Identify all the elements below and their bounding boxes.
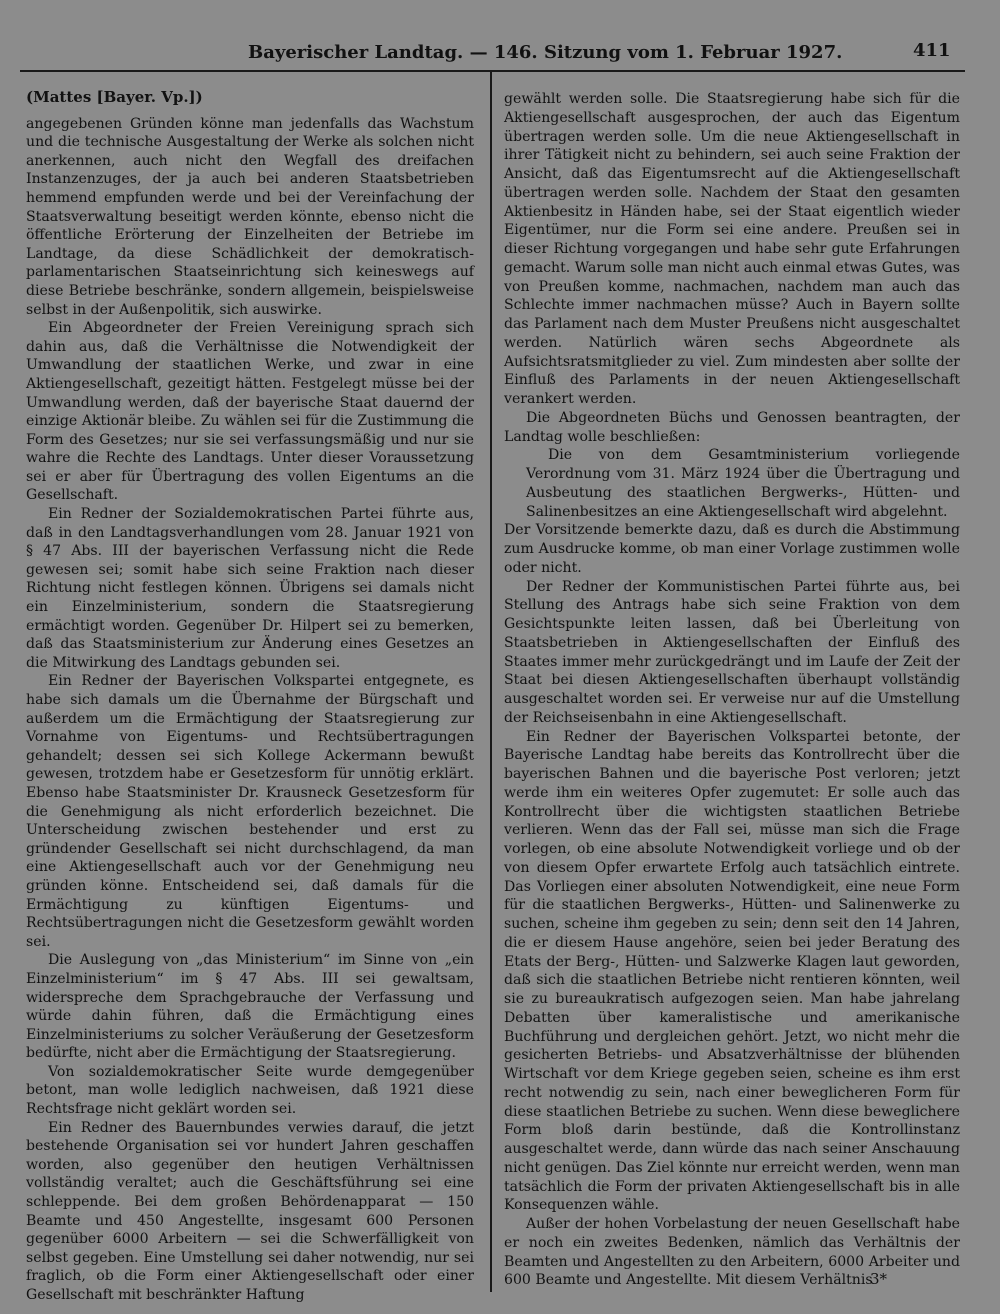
left-column [26,88,474,1305]
paragraph: Der Redner der Kommunistischen Partei führte aus, bei Stellung des Antrags habe sich seine Fraktion von dem Gesichtspunkte leiten lassen, daß bei Überleitung von Staatsbetrieben in Aktiengesellschaften der Einfluß des Staates immer mehr zurückgedrängt und im Laufe der Zeit der Staat bei diesen Aktiengesellschaften überhaupt vollständig ausgeschaltet worden sei. Er verweise nur auf die Umstellung der Reichseisenbahn in eine Aktiengesellschaft. [504,578,960,726]
signature-mark: 3* [870,1270,888,1288]
paragraph: Ein Redner der Bayerischen Volkspartei entgegnete, es habe sich damals um die Übernahme der Bürgschaft und außerdem um die Ermächtigung der Staatsregierung zur Vornahme von Eigentums- und Rechtsübertragungen gehandelt; dessen sei sich Kollege Ackermann bewußt gewesen, trotzdem habe er Gesetzesform für unnötig erklärt. Ebenso habe Staatsminister Dr. Krausneck Gesetzesform für die Genehmigung als nicht erforderlich bezeichnet. Die Unterscheidung zwischen bestehender und erst zu gründender Gesellschaft sei nicht durchschlagend, da man eine Aktiengesellschaft auch vor der Genehmigung neu gründen könne. Entscheidend sei, daß damals für die Ermächtigung zu künftigen Eigentums- und Rechtsübertragungen nicht die Gesetzesform gewählt worden sei. [26,673,474,950]
motion-text: Die von dem Gesamtministerium vorliegende Verordnung vom 31. März 1924 über die Übertragung und Ausbeutung des staatlichen Bergwerks-, Hütten- und Salinenbesitzes an eine Aktiengesellschaft wird abgelehnt. [526,447,960,520]
paragraph: Ein Redner des Bauernbundes verwies darauf, die jetzt bestehende Organisation sei vor hundert Jahren geschaffen worden, also gegenüber den heutigen Verhältnissen vollständig veraltet; auch die Geschäftsführung sei eine schleppende. Bei dem großen Behördenapparat — 150 Beamte und 450 Angestellte, insgesamt 600 Personen gegenüber 6000 Arbeitern — sei die Schwerfälligkeit von selbst gegeben. Eine Umstellung sei daher notwendig, nur sei fraglich, ob die Form einer Aktiengesellschaft oder einer Gesellschaft mit beschränkter Haftung [26,1119,474,1303]
header-rule [20,70,965,72]
paragraph: Die Abgeordneten Büchs und Genossen beantragten, der Landtag wolle beschließen: [504,409,960,445]
page-number: 411 [913,40,951,61]
paragraph: Ein Abgeordneter der Freien Vereinigung sprach sich dahin aus, daß die Verhältnisse die Notwendigkeit der Umwandlung der staatlichen Werke, und zwar in eine Aktiengesellschaft, gezeitigt hätten. Festgelegt müsse bei der Umwandlung werden, daß der bayerische Staat dauernd der einzige Aktionär bleibe. Zu wählen sei für die Zustimmung die Form des Gesetzes; nur sie sei verfassungsmäßig und nur sie wahre die Rechte des Landtags. Unter dieser Voraussetzung sei er aber für Übertragung des vollen Eigentums an die Gesellschaft. [26,320,474,504]
column-divider [490,72,492,1292]
paragraph: Ein Redner der Bayerischen Volkspartei betonte, der Bayerische Landtag habe bereits das Kontrollrecht über die bayerischen Bahnen und die bayerische Post verloren; jetzt werde ihm ein weiteres Opfer zugemutet: Er solle auch das Kontrollrecht über die wichtigsten staatlichen Betriebe verlieren. Wenn das der Fall sei, müsse man sich die Frage vorlegen, ob eine absolute Notwendigkeit vorliege und ob der von diesem Opfer erwartete Erfolg auch tatsächlich eintrete. Das Vorliegen einer absoluten Notwendigkeit, eine neue Form für die staatlichen Bergwerks-, Hütten- und Salinenwerke zu suchen, scheine ihm gegeben zu sein; denn seit den 14 Jahren, die er diesem Hause angehöre, seien bei jeder Beratung des Etats der Berg-, Hütten- und Salzwerke Klagen laut geworden, daß sich die staatlichen Betriebe nicht rentieren könnten, weil sie zu bureaukratisch aufgezogen seien. Man habe jahrelang Debatten über kameralistische und amerikanische Buchführung und dergleichen gehört. Jetzt, wo nicht mehr die gesicherten Betriebs- und Absatzverhältnisse der blühenden Wirtschaft vor dem Kriege gegeben seien, scheine es ihm erst recht notwendig zu sein, nach einer beweglicheren Form für diese staatlichen Betriebe zu suchen. Wenn diese beweglichere Form bloß darin bestünde, daß die Kontrollinstanz ausgeschaltet werde, dann würde das nach seiner Anschauung nicht genügen. Das Ziel könnte nur erreicht werden, wenn man tatsächlich die Form der privaten Aktiengesellschaft bis in alle Konsequenzen wähle. [504,728,960,1214]
speaker-label: (Mattes [Bayer. Vp.]) [26,88,203,106]
running-title: Bayerischer Landtag. — 146. Sitzung vom 1. Februar 1927. [248,42,843,63]
right-column [504,90,960,1290]
paragraph: Ein Redner der Sozialdemokratischen Partei führte aus, daß in den Landtagsverhandlungen vom 28. Januar 1921 von § 47 Abs. III der bayerischen Verfassung nicht die Rede gewesen sei; somit habe sich seine Fraktion nach dieser Richtung nicht festlegen können. Übrigens sei damals nicht ein Einzelministerium, sondern die Staatsregierung ermächtigt worden. Gegenüber Dr. Hilpert sei zu bemerken, daß das Staatsministerium zur Änderung eines Gesetzes an die Mitwirkung des Landtags gebunden sei. [26,506,474,671]
paragraph: Der Vorsitzende bemerkte dazu, daß es durch die Abstimmung zum Ausdrucke komme, ob man einer Vorlage zustimmen wolle oder nicht. [504,522,960,576]
page-header [0,38,1000,68]
paragraph: gewählt werden solle. Die Staatsregierung habe sich für die Aktiengesellschaft ausgesprochen, der auch das Eigentum übertragen werden solle. Um die neue Aktiengesellschaft in ihrer Tätigkeit nicht zu behindern, sei auch seine Fraktion der Ansicht, daß das Eigentumsrecht auf die Aktiengesellschaft übertragen werden solle. Nachdem der Staat den gesamten Aktienbesitz in Händen habe, sei der Staat eigentlich wieder Eigentümer, nur die Form sei eine andere. Preußen sei in dieser Richtung vorgegangen und habe sehr gute Erfahrungen gemacht. Warum solle man nicht auch einmal etwas Gutes, was von Preußen komme, nachmachen, nachdem man auch das Schlechte immer nachmachen müsse? Auch in Bayern sollte das Parlament nach dem Muster Preußens nicht ausgeschaltet werden. Natürlich wären sechs Abgeordnete als Aufsichtsratsmitglieder zu viel. Zum mindesten aber sollte der Einfluß des Parlaments in der neuen Aktiengesellschaft verankert werden. [504,91,960,407]
paragraph: angegebenen Gründen könne man jedenfalls das Wachstum und die technische Ausgestaltung der Werke als solchen nicht anerkennen, auch nicht den Wegfall des dreifachen Instanzenzuges, der ja auch bei anderen Staatsbetrieben hemmend empfunden werde und bei der Vereinfachung der Staatsverwaltung beseitigt werden könnte, ebenso nicht die öffentliche Erörterung der Einzelheiten der Betriebe im Landtage, da diese Schädlichkeit der demokratisch-parlamentarischen Staatseinrichtung sich keineswegs auf diese Betriebe beschränke, sondern allgemein, beispielsweise selbst in der Außenpolitik, sich auswirke. [26,115,474,318]
paragraph: Außer der hohen Vorbelastung der neuen Gesellschaft habe er noch ein zweites Bedenken, nämlich das Verhältnis der Beamten und Angestellten zu den Arbeitern, 6000 Arbeiter und 600 Beamte und Angestellte. Mit diesem Verhältnis [504,1216,960,1289]
paragraph: Die Auslegung von „das Ministerium“ im Sinne von „ein Einzelministerium“ im § 47 Abs. III sei gewaltsam, widerspreche dem Sprachgebrauche der Verfassung und würde dahin führen, daß die Ermächtigung eines Einzelministeriums zu solcher Veräußerung der Gesetzesform bedürfte, nicht aber die Ermächtigung der Staatsregierung. [26,952,474,1062]
paragraph: Von sozialdemokratischer Seite wurde demgegenüber betont, man wolle lediglich nachweisen, daß 1921 diese Rechtsfrage nicht geklärt worden sei. [26,1063,474,1118]
